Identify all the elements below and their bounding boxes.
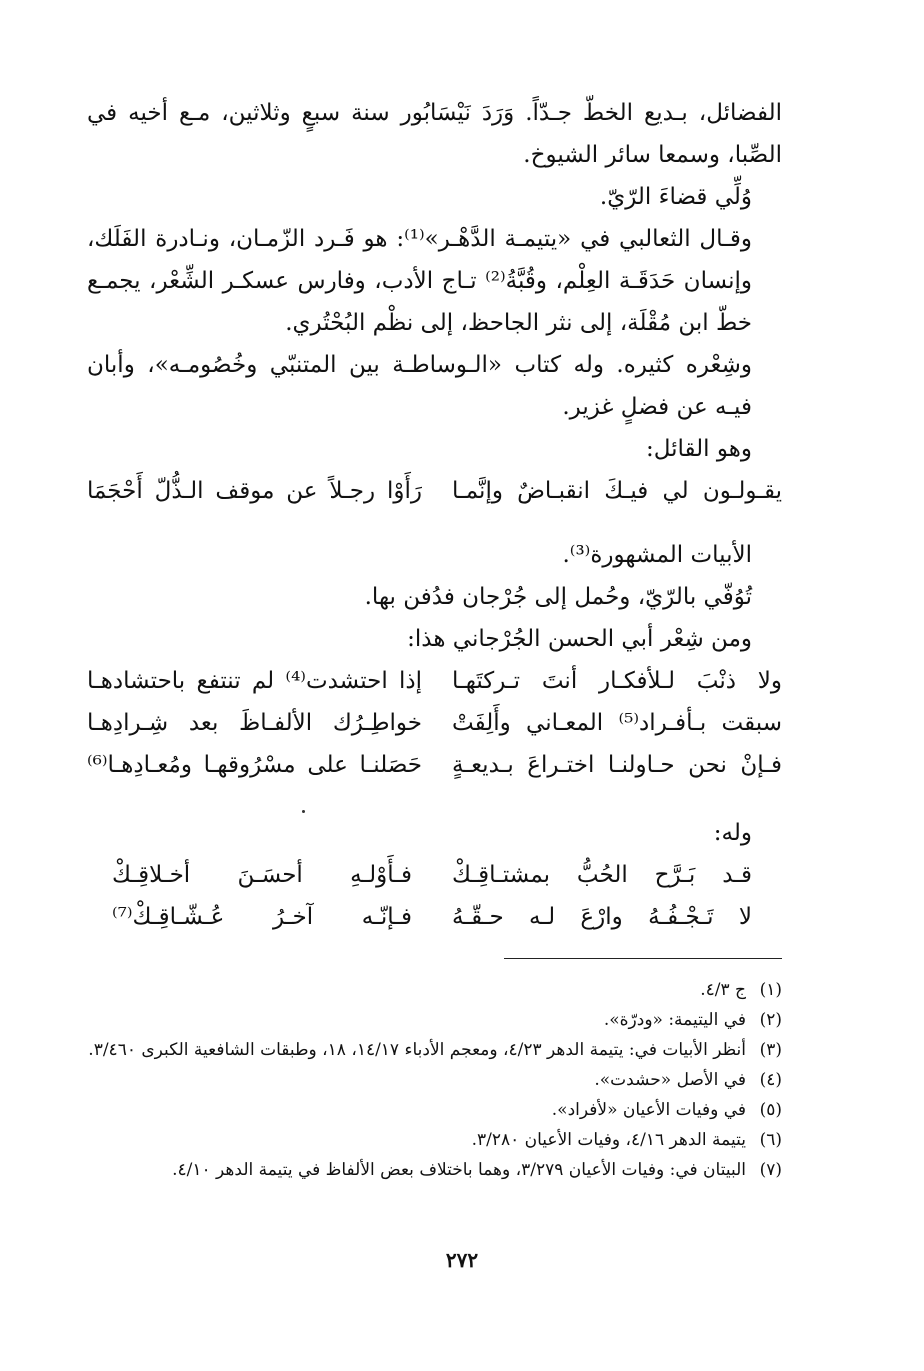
paragraph-he-said: وهو القائل: xyxy=(645,436,752,462)
paragraph-judgeship: وُلِّي قضاءَ الرّيّ. xyxy=(599,184,752,210)
footnotes xyxy=(87,975,782,1185)
paragraph-poetry-book: وشِعْره كثيره. وله كتاب «الـوساطـة بين المتنبّي وخُصُومـه»، وأبان فيـه عن فضلٍ غزير. xyxy=(87,352,752,420)
footnote-number: (٦) xyxy=(759,1130,782,1150)
footnote-number: (٧) xyxy=(759,1160,782,1180)
footnote-text: يتيمة الدهر ٤/١٦، وفيات الأعيان ٣/٢٨٠. xyxy=(471,1130,746,1150)
verse-second-hemistich: إذا احتشدت⁽⁴⁾ لم تنتفع باحتشادهـا xyxy=(87,668,422,694)
footnote-text: في وفيات الأعيان «لأفراد». xyxy=(551,1100,746,1120)
footnote-number: (٣) xyxy=(759,1040,782,1060)
verse-line xyxy=(112,896,782,938)
page-number: ٢٧٢ xyxy=(445,1248,479,1272)
footnote-item xyxy=(87,1005,782,1035)
verse-first-hemistich: لا تَـجْـفُـهُ وارْعَ لـه حـقّـهُ xyxy=(452,904,752,930)
footnote-number: (٤) xyxy=(759,1070,782,1090)
verse-first-hemistich: قـد بَـرَّح الحُبُّ بمشتـاقِـكْ xyxy=(452,862,752,888)
footnote-item xyxy=(87,975,782,1005)
verse-second-hemistich: حَصَلنـا على مسْرُوقهـا ومُعـادِهـا⁽⁶⁾ xyxy=(87,752,422,778)
footnote-text: البيتان في: وفيات الأعيان ٣/٢٧٩، وهما باختلاف بعض الألفاظ في يتيمة الدهر ٤/١٠. xyxy=(172,1160,746,1180)
footnote-number: (٥) xyxy=(759,1100,782,1120)
verse-second-hemistich: خواطِـرُك الألفـاظَ بعد شِـرادِهـا xyxy=(87,710,422,736)
footnote-text: أنظر الأبيات في: يتيمة الدهر ٤/٢٣، ومعجم الأدباء ١٤/١٧، ١٨، وطبقات الشافعية الكبرى ٣/٤٦٠. xyxy=(88,1040,746,1060)
verse-line xyxy=(87,744,782,786)
verse-line xyxy=(112,854,782,896)
verse-second-hemistich: فـإنّـه آخـرُ عُـشّـاقِـكْ⁽⁷⁾ xyxy=(112,904,412,930)
footnote-text: ج ٤/٣. xyxy=(700,980,746,1000)
verse-first-hemistich: فـإنْ نحن حـاولنـا اختـراعَ بـديعـةٍ xyxy=(452,752,782,778)
footnote-item xyxy=(87,1155,782,1185)
footnote-item xyxy=(87,1125,782,1155)
footnote-item xyxy=(87,1035,782,1065)
paragraph-famous-verses: الأبيات المشهورة⁽³⁾. xyxy=(562,542,752,568)
footnote-item xyxy=(87,1065,782,1095)
footnote-number: (٢) xyxy=(759,1010,782,1030)
verse-line xyxy=(87,660,782,702)
verse-first-hemistich: سبقت بـأفـراد⁽⁵⁾ المعـاني وأَلِفَتْ xyxy=(452,710,782,736)
paragraph-thaalibi-quote: وقـال الثعالبي في «يتيمـة الدَّهْـر»⁽¹⁾: هو فَـرد الزّمـان، ونـادرة الفَلَك، وإنسان حَدَقَـة العِلْم، وقُبَّةُ⁽²⁾ تـاج الأدب، وفارس عسكـر الشِّعْر، يجمـع خطّ ابن مُقْلَة، إلى نثر الجاحظ، إلى نظْم البُحْتُري. xyxy=(87,226,752,336)
main-text xyxy=(87,92,782,938)
footnote-item xyxy=(87,1095,782,1125)
footnote-number: (١) xyxy=(759,980,782,1000)
verse-second-hemistich: فـأَوْلـهِ أحسَـنَ أخـلاقِـكْ xyxy=(112,862,412,888)
paragraph-scholar-description: الفضائل، بـديع الخطّ جـدّاً. وَرَدَ نَيْسَابُور سنة سبعٍ وثلاثين، مـع أخيه في الصِّبا، وسمعا سائر الشيوخ. xyxy=(87,100,782,168)
footnote-separator xyxy=(504,958,782,959)
verse-line xyxy=(87,470,782,512)
ink-speck xyxy=(302,810,305,813)
verse-first-hemistich: ولا ذنْبَ لـلأفكـار أنتَ تـركتَهـا xyxy=(452,668,782,694)
footnote-text: في اليتيمة: «ودرّة». xyxy=(603,1010,746,1030)
paragraph-and-he-has: وله: xyxy=(713,820,752,846)
verse-first-hemistich: يقـولـون لي فيـكَ انقبـاضٌ وإنَّمـا xyxy=(452,478,782,504)
paragraph-poetry-intro: ومن شِعْر أبي الحسن الجُرْجاني هذا: xyxy=(407,626,752,652)
footnote-text: في الأصل «حشدت». xyxy=(594,1070,746,1090)
verse-line xyxy=(87,702,782,744)
paragraph-death: تُوُفّي بالرّيّ، وحُمل إلى جُرْجان فدُفن بها. xyxy=(364,584,752,610)
verse-second-hemistich: رَأَوْا رجـلاً عن موقف الـذُّلّ أَحْجَمَا xyxy=(87,478,422,504)
